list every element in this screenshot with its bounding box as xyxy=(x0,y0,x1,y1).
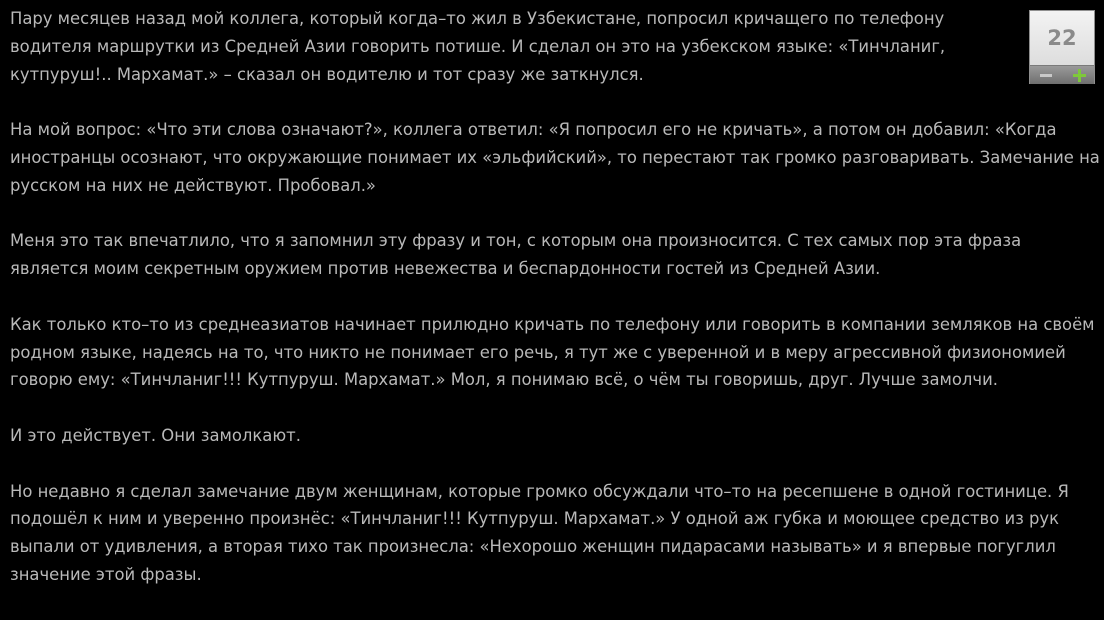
story-text xyxy=(10,5,1100,617)
story-paragraph: Но недавно я сделал замечание двум женщинам, которые громко обсуждали что–то на ресепшене в одной гостинице. Я подошёл к ним и уверенно произнёс: «Тинчланиг!!! Кутпуруш. Мархамат.» У одной аж губка и моющее средство из рук выпали от удивления, а вторая тихо так произнесла: «Нехорошо женщин пидарасами называть» и я впервые погуглил значение этой фразы. xyxy=(10,481,1069,584)
story-paragraph: Пару месяцев назад мой коллега, который когда–то жил в Узбекистане, попросил кричащего по телефону водителя маршрутки из Средней Азии говорить потише. И сделал он это на узбекском языке: «Тинчланиг, кутпуруш!.. Мархамат.» – сказал он водителю и тот сразу же заткнулся. xyxy=(10,9,946,84)
story-paragraph: Меня это так впечатлило, что я запомнил эту фразу и тон, с которым она произносится. С тех самых пор эта фраза является моим секретным оружием против невежества и беспардонности гостей из Средней Азии. xyxy=(10,231,1022,279)
minus-icon[interactable] xyxy=(1040,74,1052,77)
plus-icon[interactable] xyxy=(1073,69,1086,82)
vote-bar xyxy=(1030,65,1094,84)
vote-widget xyxy=(1029,10,1095,84)
story-paragraph: Как только кто–то из среднеазиатов начинает прилюдно кричать по телефону или говорить в компании земляков на своём родном языке, надеясь на то, что никто не понимает его речь, я тут же с уверенной и в меру агрессивной физиономией говорю ему: «Тинчланиг!!! Кутпуруш. Мархамат.» Мол, я понимаю всё, о чём ты говоришь, друг. Лучше замолчи. xyxy=(10,314,1095,390)
story-paragraph: И это действует. Они замолкают. xyxy=(10,425,301,445)
story-paragraph: На мой вопрос: «Что эти слова означают?», коллега ответил: «Я попросил его не кричать», а потом он добавил: «Когда иностранцы осознают, что окружающие понимает их «эльфийский», то перестают так громко разговаривать. Замечание на русском на них не действуют. Пробовал.» xyxy=(10,120,1100,195)
vote-score: 22 xyxy=(1047,26,1077,50)
